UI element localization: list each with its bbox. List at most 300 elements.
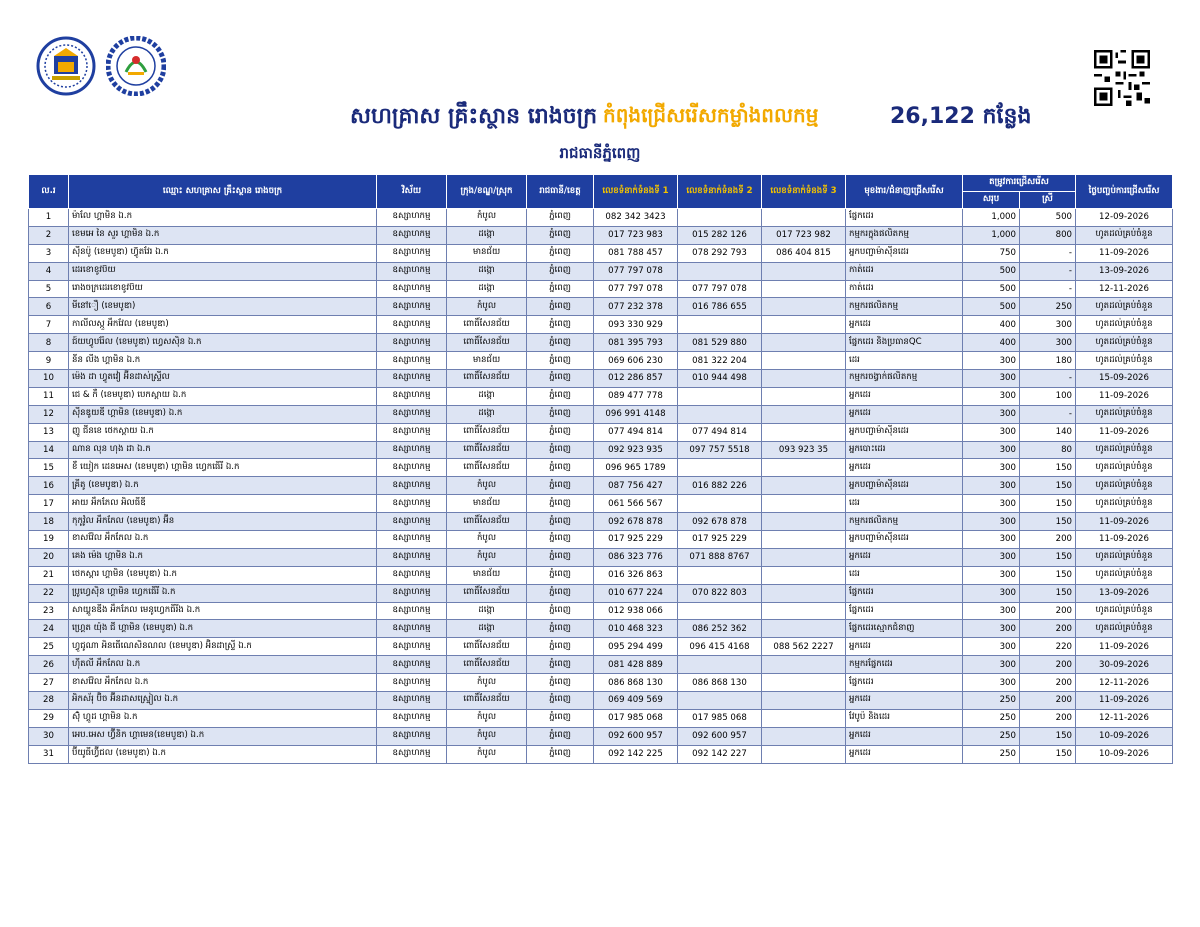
header-no: ល.រ [29,175,69,209]
cell-female: 80 [1020,441,1076,459]
table-row [29,620,1173,638]
cell-no: 31 [29,745,69,763]
cell-province: ភ្នំពេញ [527,352,594,370]
cell-province: ភ្នំពេញ [527,513,594,531]
table-row [29,262,1173,280]
cell-phone3 [762,584,846,602]
cell-district: កំបូល [447,298,527,316]
cell-position: ផ្នែកដេរ [846,602,963,620]
cell-female: 200 [1020,620,1076,638]
cell-phone1: 077 797 078 [594,280,678,298]
cell-phone2 [678,692,762,710]
cell-total: 300 [963,459,1020,477]
cell-name: កុកូវ៉ូល អឹកភែល (ខេមបូឌា) អ៊ីន [69,513,377,531]
cell-phone2 [678,405,762,423]
cell-sector: ឧស្សាហកម្ម [377,244,447,262]
header-female: ស្រី [1020,192,1076,209]
cell-deadline: 12-11-2026 [1076,280,1173,298]
cell-district: កំបូល [447,548,527,566]
cell-sector: ឧស្សាហកម្ម [377,745,447,763]
cell-deadline: 12-11-2026 [1076,709,1173,727]
cell-phone2: 077 494 814 [678,423,762,441]
cell-deadline: 11-09-2026 [1076,692,1173,710]
cell-deadline: 12-11-2026 [1076,674,1173,692]
cell-province: ភ្នំពេញ [527,298,594,316]
header-phone1: លេខទំនាក់ទំនងទី 1 [594,175,678,209]
cell-female: 150 [1020,584,1076,602]
cell-no: 14 [29,441,69,459]
cell-district: ពោធិ៍សែនជ័យ [447,423,527,441]
cell-name: ប៊ីយូធីហ្វ៊ីជល (ខេមបូឌា) ឯ.ក [69,745,377,763]
cell-district: ពោធិ៍សែនជ័យ [447,316,527,334]
cell-district: ពោធិ៍សែនជ័យ [447,370,527,388]
table-row [29,298,1173,316]
cell-deadline: 11-09-2026 [1076,423,1173,441]
cell-name: សាយ្គូនឌីង អឹកភែល មេនូហ្វេកធីរីង ឯ.ក [69,602,377,620]
cell-phone3: 088 562 2227 [762,638,846,656]
header-district: ក្រុង/ខណ្ឌ/ស្រុក [447,175,527,209]
table-row [29,459,1173,477]
cell-district: កំបូល [447,674,527,692]
cell-no: 5 [29,280,69,298]
table-row [29,584,1173,602]
cell-sector: ឧស្សាហកម្ម [377,405,447,423]
cell-female: 300 [1020,334,1076,352]
cell-position: កម្មករក្នុងផលិតកម្ម [846,226,963,244]
table-row [29,727,1173,745]
cell-position: ដេរ [846,566,963,584]
cell-name: ខឺ យៀក ដេនអេស (ខេមបូឌា) ហ្គាមិន ហ្វេកធើរី ឯ.ក [69,459,377,477]
cell-no: 11 [29,387,69,405]
table-row [29,423,1173,441]
cell-phone1: 077 494 814 [594,423,678,441]
cell-sector: ឧស្សាហកម្ម [377,334,447,352]
header-phone3: លេខទំនាក់ទំនងទី 3 [762,175,846,209]
cell-phone3 [762,459,846,477]
cell-name: អាយ អឹកភែល អិលធីឌី [69,495,377,513]
cell-deadline: 30-09-2026 [1076,656,1173,674]
job-vacancy-table [28,174,1173,764]
cell-phone1: 081 788 457 [594,244,678,262]
cell-phone3 [762,387,846,405]
cell-position: អ្នកដេរ [846,638,963,656]
table-body [29,209,1173,764]
cell-female: 200 [1020,531,1076,549]
cell-no: 12 [29,405,69,423]
cell-province: ភ្នំពេញ [527,745,594,763]
cell-no: 2 [29,226,69,244]
cell-sector: ឧស្សាហកម្ម [377,656,447,674]
cell-position: អ្នកបញ្ជាម៉ាស៊ីនដេរ [846,244,963,262]
cell-name: គេង ម៉េង ហ្គាមិន ឯ.ក [69,548,377,566]
cell-phone2: 097 757 5518 [678,441,762,459]
cell-name: ខាសវ៉ែល អឹកភែល ឯ.ក [69,531,377,549]
cell-province: ភ្នំពេញ [527,620,594,638]
cell-female: - [1020,405,1076,423]
cell-phone1: 082 342 3423 [594,209,678,227]
table-row [29,352,1173,370]
cell-no: 6 [29,298,69,316]
cell-no: 1 [29,209,69,227]
cell-total: 300 [963,423,1020,441]
cell-phone2: 081 322 204 [678,352,762,370]
cell-phone2: 078 292 793 [678,244,762,262]
cell-province: ភ្នំពេញ [527,459,594,477]
cell-phone3 [762,531,846,549]
cell-sector: ឧស្សាហកម្ម [377,531,447,549]
cell-total: 300 [963,370,1020,388]
table-row [29,674,1173,692]
cell-district: ដង្កោ [447,602,527,620]
cell-phone2 [678,495,762,513]
cell-phone3 [762,674,846,692]
cell-name: ខេមអេ នៃ សួរ ហ្គាមិន ឯ.ក [69,226,377,244]
cell-no: 9 [29,352,69,370]
cell-female: 150 [1020,727,1076,745]
cell-position: ផ្នែកដេរស្មោកជំនាញ [846,620,963,638]
cell-phone3 [762,334,846,352]
cell-phone2 [678,602,762,620]
cell-district: ដង្កោ [447,387,527,405]
cell-phone3 [762,316,846,334]
cell-province: ភ្នំពេញ [527,727,594,745]
cell-sector: ឧស្សាហកម្ម [377,727,447,745]
logo-group [36,36,166,96]
cell-no: 15 [29,459,69,477]
table-row [29,709,1173,727]
cell-province: ភ្នំពេញ [527,244,594,262]
cell-female: 140 [1020,423,1076,441]
cell-name: ខាសវ៉ែល អឹកភែល ឯ.ក [69,674,377,692]
cell-district: កំបូល [447,727,527,745]
cell-no: 26 [29,656,69,674]
cell-female: 200 [1020,709,1076,727]
cell-phone2: 081 529 880 [678,334,762,352]
cell-deadline: 12-09-2026 [1076,209,1173,227]
cell-district: ពោធិ៍សែនជ័យ [447,334,527,352]
cell-female: 180 [1020,352,1076,370]
cell-position: កម្មករផ្នែកដេរ [846,656,963,674]
cell-total: 400 [963,334,1020,352]
cell-name: ហ៊ីតលី អឹកភែល ឯ.ក [69,656,377,674]
cell-phone3 [762,548,846,566]
cell-province: ភ្នំពេញ [527,441,594,459]
cell-phone1: 069 409 569 [594,692,678,710]
cell-deadline: 10-09-2026 [1076,745,1173,763]
cell-deadline: 13-09-2026 [1076,584,1173,602]
cell-phone3 [762,495,846,513]
cell-position: អ្នកដេរ [846,727,963,745]
cell-phone3 [762,370,846,388]
cell-district: ពោធិ៍សែនជ័យ [447,692,527,710]
cell-total: 300 [963,566,1020,584]
cell-phone1: 069 606 230 [594,352,678,370]
cell-phone3 [762,602,846,620]
cell-position: ផ្នែកដេរ [846,584,963,602]
cell-phone2: 015 282 126 [678,226,762,244]
table-row [29,745,1173,763]
cell-position: អ្នកបោះដេរ [846,441,963,459]
cell-female: 150 [1020,495,1076,513]
cell-sector: ឧស្សាហកម្ម [377,566,447,584]
cell-deadline: 15-09-2026 [1076,370,1173,388]
cell-province: ភ្នំពេញ [527,566,594,584]
cell-phone2: 017 925 229 [678,531,762,549]
cell-deadline: ហូតដល់គ្រប់ចំនួន [1076,334,1173,352]
cell-name: ម៉េង ដា ហ្វូតវៀ អ៊ីនដាស់ស្ទ្រីល [69,370,377,388]
table-row [29,548,1173,566]
cell-phone3 [762,709,846,727]
table-row [29,387,1173,405]
cell-province: ភ្នំពេញ [527,387,594,405]
cell-total: 300 [963,584,1020,602]
cell-province: ភ្នំពេញ [527,226,594,244]
cell-total: 300 [963,495,1020,513]
cell-deadline: ហូតដល់គ្រប់ចំនួន [1076,566,1173,584]
cell-phone2 [678,262,762,280]
cell-no: 19 [29,531,69,549]
cell-phone1: 012 938 066 [594,602,678,620]
cell-total: 300 [963,602,1020,620]
table-row [29,656,1173,674]
cell-province: ភ្នំពេញ [527,423,594,441]
cell-name: ហ្គ្រេត យ៉ុង ជី ហ្គាមិន (ខេមបូឌា) ឯ.ក [69,620,377,638]
cell-female: 200 [1020,674,1076,692]
cell-province: ភ្នំពេញ [527,584,594,602]
cell-province: ភ្នំពេញ [527,280,594,298]
cell-deadline: ហូតដល់គ្រប់ចំនួន [1076,441,1173,459]
cell-province: ភ្នំពេញ [527,316,594,334]
cell-phone1: 077 797 078 [594,262,678,280]
cell-district: មានជ័យ [447,566,527,584]
cell-name: ញូ ជីនខេ ថេកស្តាយ ឯ.ក [69,423,377,441]
cell-no: 24 [29,620,69,638]
cell-no: 10 [29,370,69,388]
title-highlight: កំពុងជ្រើសរើសកម្លាំងពលកម្ម [603,103,819,127]
cell-deadline: ហូតដល់គ្រប់ចំនួន [1076,298,1173,316]
cell-total: 300 [963,548,1020,566]
cell-phone3 [762,513,846,531]
cell-female: 200 [1020,602,1076,620]
cell-phone2: 096 415 4168 [678,638,762,656]
cell-deadline: 11-09-2026 [1076,387,1173,405]
cell-province: ភ្នំពេញ [527,209,594,227]
cell-phone3 [762,620,846,638]
cell-phone1: 089 477 778 [594,387,678,405]
cell-name: កាលីលស្កួ អឹកវែល (ខេមបូឌា) [69,316,377,334]
cell-name: ជ៍យហ្វូបរ៉ែល (ខេមបូឌា) ហ្វេសស៊ិន ឯ.ក [69,334,377,352]
cell-total: 300 [963,531,1020,549]
cell-total: 300 [963,513,1020,531]
cell-phone1: 017 723 983 [594,226,678,244]
cell-total: 300 [963,638,1020,656]
cell-total: 500 [963,262,1020,280]
table-row [29,477,1173,495]
header-name: ឈ្មោះ សហគ្រាស គ្រឹះស្ថាន រោងចក្រ [69,175,377,209]
cell-district: មានជ័យ [447,495,527,513]
cell-province: ភ្នំពេញ [527,370,594,388]
cell-sector: ឧស្សាហកម្ម [377,709,447,727]
cell-female: 800 [1020,226,1076,244]
cell-district: ដង្កោ [447,262,527,280]
cell-district: កំបូល [447,745,527,763]
cell-phone1: 077 232 378 [594,298,678,316]
cell-total: 250 [963,709,1020,727]
cell-district: ពោធិ៍សែនជ័យ [447,513,527,531]
cell-phone2 [678,209,762,227]
cell-female: 250 [1020,298,1076,316]
cell-phone1: 016 326 863 [594,566,678,584]
cell-phone1: 081 395 793 [594,334,678,352]
cell-position: ផ្នែកដេរ [846,209,963,227]
cell-phone2: 092 678 878 [678,513,762,531]
cell-deadline: 13-09-2026 [1076,262,1173,280]
cell-no: 30 [29,727,69,745]
table-row [29,405,1173,423]
cell-position: អ្នកដេរ [846,316,963,334]
cell-deadline: 11-09-2026 [1076,244,1173,262]
header-deadline: ថ្ងៃបញ្ចប់ការជ្រើសរើស [1076,175,1173,209]
cell-sector: ឧស្សាហកម្ម [377,513,447,531]
cell-sector: ឧស្សាហកម្ម [377,298,447,316]
cell-phone3 [762,745,846,763]
cell-phone2: 016 882 226 [678,477,762,495]
cell-deadline: ហូតដល់គ្រប់ចំនួន [1076,477,1173,495]
page-title [0,102,1200,138]
header-sector: វិស័យ [377,175,447,209]
cell-province: ភ្នំពេញ [527,262,594,280]
cell-phone1: 095 294 499 [594,638,678,656]
table-row [29,513,1173,531]
cell-deadline: 11-09-2026 [1076,531,1173,549]
cell-position: អ្នកដេរ [846,459,963,477]
cell-province: ភ្នំពេញ [527,692,594,710]
cell-phone1: 093 330 929 [594,316,678,334]
cell-name: គ្រីតូ (ខេមបូឌា) ឯ.ក [69,477,377,495]
cell-district: ពោធិ៍សែនជ័យ [447,638,527,656]
cell-female: 150 [1020,477,1076,495]
cell-position: កម្មករផលិតកម្ម [846,298,963,316]
cell-female: 150 [1020,548,1076,566]
cell-district: ពោធិ៍សែនជ័យ [447,656,527,674]
cell-sector: ឧស្សាហកម្ម [377,280,447,298]
cell-name: ដេរខោខូវប៊យ [69,262,377,280]
cell-total: 300 [963,441,1020,459]
cell-no: 17 [29,495,69,513]
cell-phone3 [762,209,846,227]
cell-total: 1,000 [963,209,1020,227]
table-row [29,316,1173,334]
header-demand: តម្រូវការជ្រើសរើស [963,175,1076,192]
cell-province: ភ្នំពេញ [527,602,594,620]
cell-province: ភ្នំពេញ [527,334,594,352]
cell-name: អិកស័រុ ប៊ិច អ៊ីនដាសស្ទ្រៀល ឯ.ក [69,692,377,710]
title-count: 26,122 កន្លែង [890,104,1032,129]
cell-sector: ឧស្សាហកម្ម [377,316,447,334]
cell-total: 300 [963,405,1020,423]
table-row [29,244,1173,262]
cell-district: កំបូល [447,477,527,495]
cell-sector: ឧស្សាហកម្ម [377,423,447,441]
cell-no: 16 [29,477,69,495]
cell-phone1: 092 142 225 [594,745,678,763]
cell-name: រោងចក្រដេរខោខូវប៊យ [69,280,377,298]
cell-sector: ឧស្សាហកម្ម [377,638,447,656]
cell-phone1: 012 286 857 [594,370,678,388]
cell-name: ណាន លុន ហុង ដា ឯ.ក [69,441,377,459]
table-row [29,370,1173,388]
cell-sector: ឧស្សាហកម្ម [377,226,447,244]
cell-province: ភ្នំពេញ [527,674,594,692]
table-row [29,566,1173,584]
cell-position: កម្មករចង្វាក់ផលិតកម្ម [846,370,963,388]
title-main: សហគ្រាស គ្រឹះស្ថាន រោងចក្រ [350,104,598,129]
cell-phone2 [678,459,762,477]
cell-phone1: 092 600 957 [594,727,678,745]
cell-sector: ឧស្សាហកម្ម [377,692,447,710]
agency-logo-icon [106,36,166,96]
cell-female: 150 [1020,459,1076,477]
cell-phone3: 093 923 35 [762,441,846,459]
cell-name: មីនៅឿ (ខេមបូឌា) [69,298,377,316]
cell-deadline: ហូតដល់គ្រប់ចំនួន [1076,548,1173,566]
cell-position: អ្នកបញ្ជាម៉ាស៊ីនដេរ [846,477,963,495]
cell-no: 28 [29,692,69,710]
table-row [29,280,1173,298]
cell-district: ដង្កោ [447,280,527,298]
cell-phone1: 086 868 130 [594,674,678,692]
cell-sector: ឧស្សាហកម្ម [377,459,447,477]
cell-phone2: 010 944 498 [678,370,762,388]
cell-phone3: 017 723 982 [762,226,846,244]
cell-phone3 [762,352,846,370]
cell-phone1: 096 991 4148 [594,405,678,423]
header-phone2: លេខទំនាក់ទំនងទី 2 [678,175,762,209]
ministry-logo-icon [36,36,96,96]
cell-phone3 [762,727,846,745]
cell-female: - [1020,244,1076,262]
cell-sector: ឧស្សាហកម្ម [377,352,447,370]
cell-phone2: 086 868 130 [678,674,762,692]
cell-female: 220 [1020,638,1076,656]
cell-district: កំបូល [447,709,527,727]
cell-district: កំបូល [447,209,527,227]
cell-sector: ឧស្សាហកម្ម [377,548,447,566]
cell-position: អ្នកបញ្ជាម៉ាស៊ីនដេរ [846,423,963,441]
cell-phone2: 071 888 8767 [678,548,762,566]
cell-female: 200 [1020,692,1076,710]
cell-phone3 [762,692,846,710]
cell-district: ដង្កោ [447,405,527,423]
cell-female: 150 [1020,513,1076,531]
cell-deadline: ហូតដល់គ្រប់ចំនួន [1076,602,1173,620]
cell-district: ពោធិ៍សែនជ័យ [447,441,527,459]
qr-code-icon[interactable] [1094,50,1150,106]
cell-no: 3 [29,244,69,262]
cell-phone1: 087 756 427 [594,477,678,495]
cell-phone2: 092 600 957 [678,727,762,745]
table-row [29,495,1173,513]
cell-sector: ឧស្សាហកម្ម [377,477,447,495]
cell-position: កាត់ដេរ [846,262,963,280]
cell-deadline: ហូតដល់គ្រប់ចំនួន [1076,459,1173,477]
cell-phone1: 010 677 224 [594,584,678,602]
cell-district: ពោធិ៍សែនជ័យ [447,459,527,477]
cell-no: 25 [29,638,69,656]
cell-province: ភ្នំពេញ [527,405,594,423]
cell-position: អ្នកដេរ [846,548,963,566]
cell-total: 300 [963,656,1020,674]
